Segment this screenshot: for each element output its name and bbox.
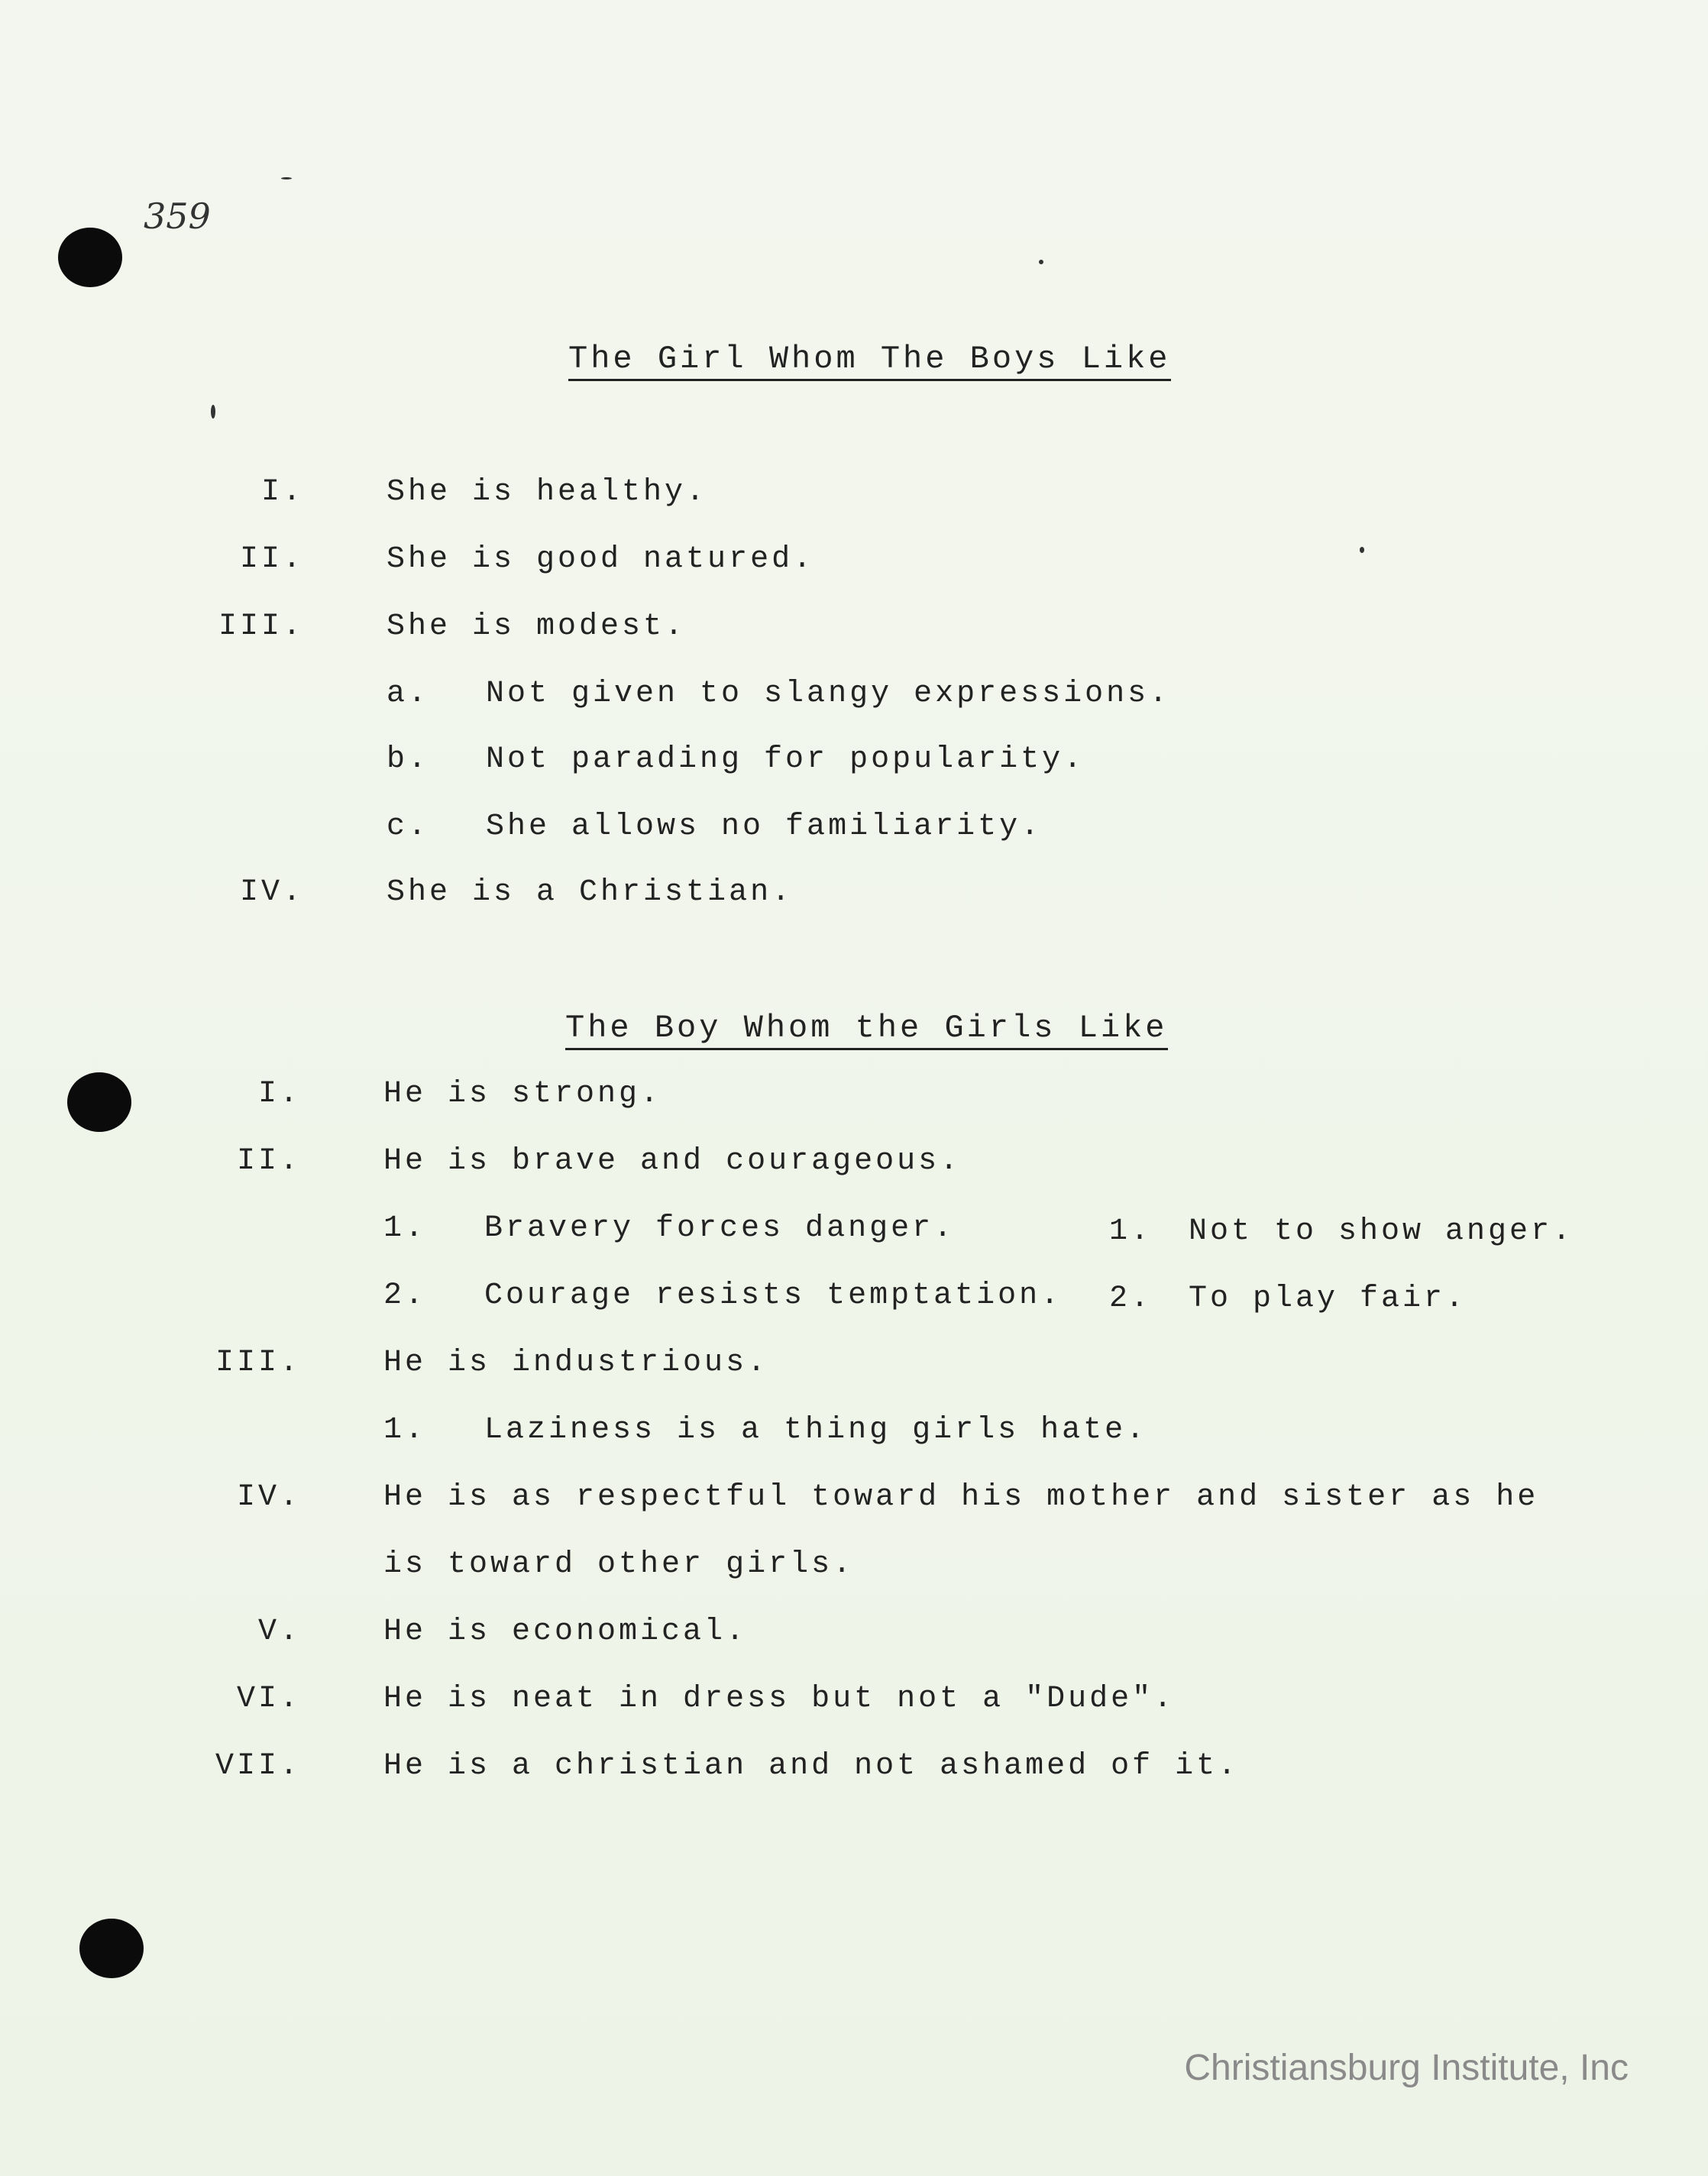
item-number: I. (257, 1077, 301, 1111)
side-item-number: 2. (1109, 1282, 1153, 1316)
item-number: I. (260, 475, 304, 509)
item-number: II. (239, 542, 304, 577)
item-text: He is neat in dress but not a "Dude". (383, 1682, 1176, 1716)
subitem-text: She allows no familiarity. (486, 810, 1043, 844)
subitem-text: Not parading for popularity. (486, 742, 1085, 777)
page-number: 359 (144, 196, 211, 237)
subitem-letter: c. (387, 810, 430, 844)
side-item-number: 1. (1109, 1214, 1153, 1249)
item-text: He is strong. (383, 1077, 662, 1111)
subitem-letter: a. (387, 677, 430, 711)
section-title-boy: The Boy Whom the Girls Like (565, 1010, 1168, 1050)
subitem-number: 1. (383, 1211, 427, 1246)
item-number: IV. (239, 875, 304, 910)
item-number: V. (257, 1615, 301, 1649)
item-text: She is healthy. (387, 475, 708, 509)
item-text: He is a christian and not ashamed of it. (383, 1749, 1240, 1783)
item-number: III. (218, 609, 304, 644)
subitem-letter: b. (387, 742, 430, 777)
item-number: VII. (215, 1749, 301, 1783)
item-number: III. (215, 1346, 301, 1380)
item-text: He is industrious. (383, 1346, 769, 1380)
side-item-text: To play fair. (1189, 1282, 1467, 1316)
item-text: He is economical. (383, 1615, 748, 1649)
subitem-number: 2. (383, 1279, 427, 1313)
item-number: II. (236, 1144, 301, 1179)
item-text: She is a Christian. (387, 875, 794, 910)
subitem-text: Not given to slangy expressions. (486, 677, 1171, 711)
item-text-continuation: is toward other girls. (383, 1547, 855, 1582)
ink-speck (281, 177, 292, 179)
item-number: VI. (236, 1682, 301, 1716)
subitem-number: 1. (383, 1413, 427, 1447)
ink-speck (1039, 260, 1043, 264)
item-text: He is brave and courageous. (383, 1144, 962, 1179)
punch-hole-top (58, 228, 122, 287)
ink-speck (211, 405, 215, 419)
punch-hole-bottom (79, 1919, 144, 1978)
subitem-text: Courage resists temptation. (484, 1279, 1063, 1313)
section-title-girl: The Girl Whom The Boys Like (568, 341, 1171, 381)
subitem-text: Bravery forces danger. (484, 1211, 956, 1246)
watermark: Christiansburg Institute, Inc (1184, 2048, 1629, 2088)
punch-hole-middle (67, 1072, 131, 1132)
item-text: She is good natured. (387, 542, 815, 577)
item-text: He is as respectful toward his mother and sister as he (383, 1480, 1539, 1515)
item-number: IV. (236, 1480, 301, 1515)
item-text: She is modest. (387, 609, 687, 644)
ink-speck (1360, 547, 1364, 553)
subitem-text: Laziness is a thing girls hate. (484, 1413, 1148, 1447)
side-item-text: Not to show anger. (1189, 1214, 1574, 1249)
